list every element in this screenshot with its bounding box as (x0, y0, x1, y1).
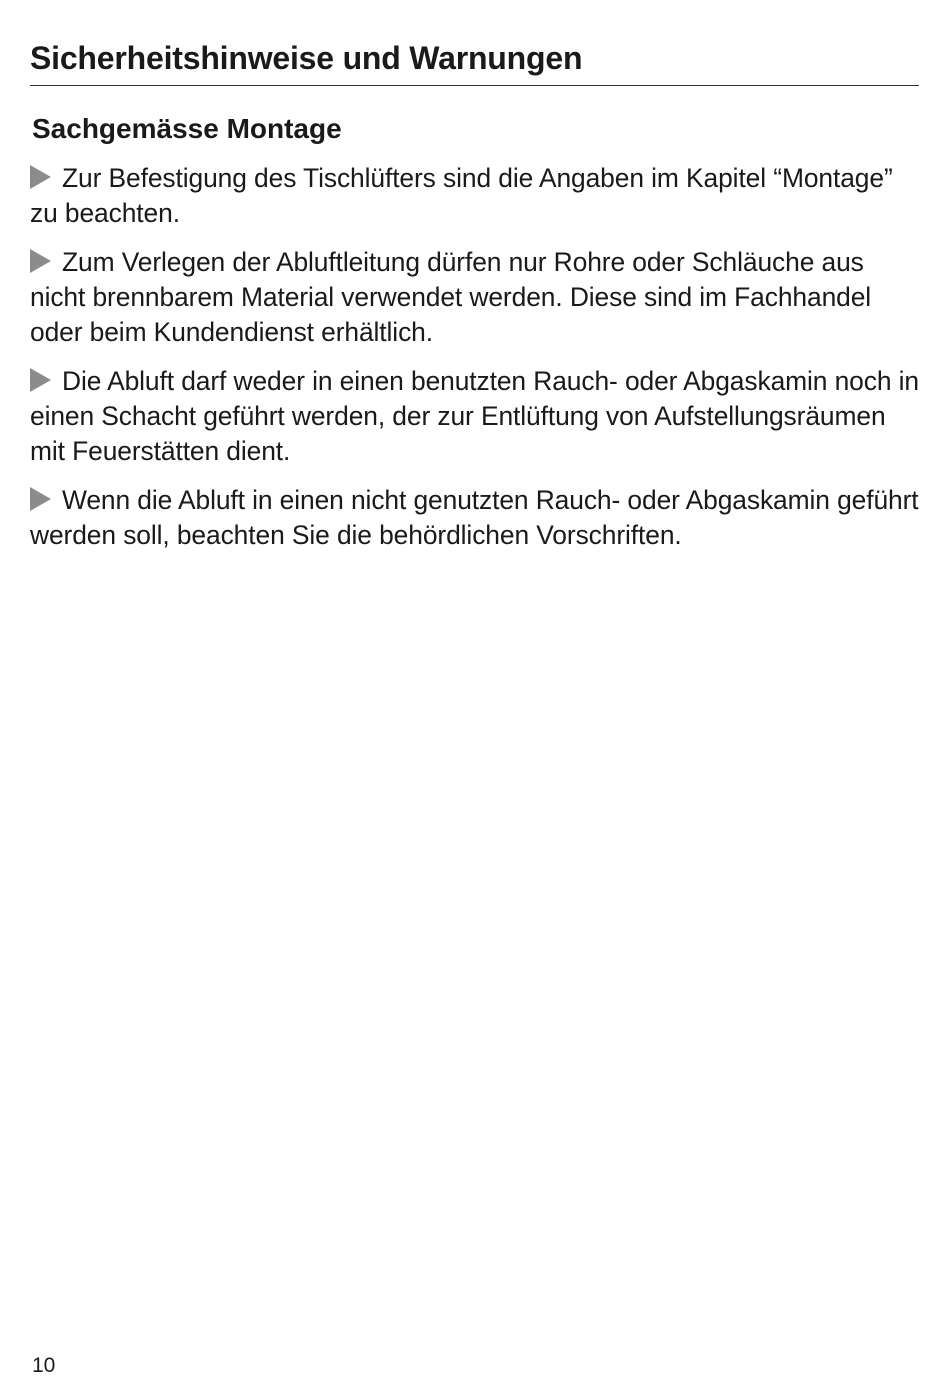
warning-text: Wenn die Abluft in einen nicht genutzten Rauch- oder Abgaskamin geführt werden soll, beachten Sie die behördlichen Vorschriften. (30, 485, 919, 550)
triangle-bullet-icon (30, 249, 51, 273)
warning-text: Die Abluft darf weder in einen benutzten Rauch- oder Abgaskamin noch in einen Schacht geführt werden, der zur Entlüftung von Aufstellungsräumen mit Feuerstätten dient. (30, 366, 919, 466)
warning-text: Zum Verlegen der Abluftleitung dürfen nur Rohre oder Schläuche aus nicht brennbarem Material verwendet werden. Diese sind im Fachhandel oder beim Kundendienst erhältlich. (30, 247, 872, 347)
section-sachgemaesse-montage (30, 109, 925, 567)
triangle-bullet-icon (30, 165, 51, 189)
triangle-bullet-icon (30, 487, 51, 511)
triangle-bullet-icon (30, 368, 51, 392)
page-number: 10 (32, 1354, 56, 1377)
page-title: Sicherheitshinweise und Warnungen (30, 40, 583, 76)
warning-item (30, 364, 925, 469)
warning-item (30, 483, 925, 553)
warning-text: Zur Befestigung des Tischlüfters sind die Angaben im Kapitel “Montage” zu beachten. (30, 163, 893, 228)
header-divider (30, 85, 919, 86)
section-title: Sachgemässe Montage (32, 113, 342, 144)
warning-item (30, 161, 925, 231)
warning-item (30, 245, 925, 350)
page-header (30, 36, 919, 86)
